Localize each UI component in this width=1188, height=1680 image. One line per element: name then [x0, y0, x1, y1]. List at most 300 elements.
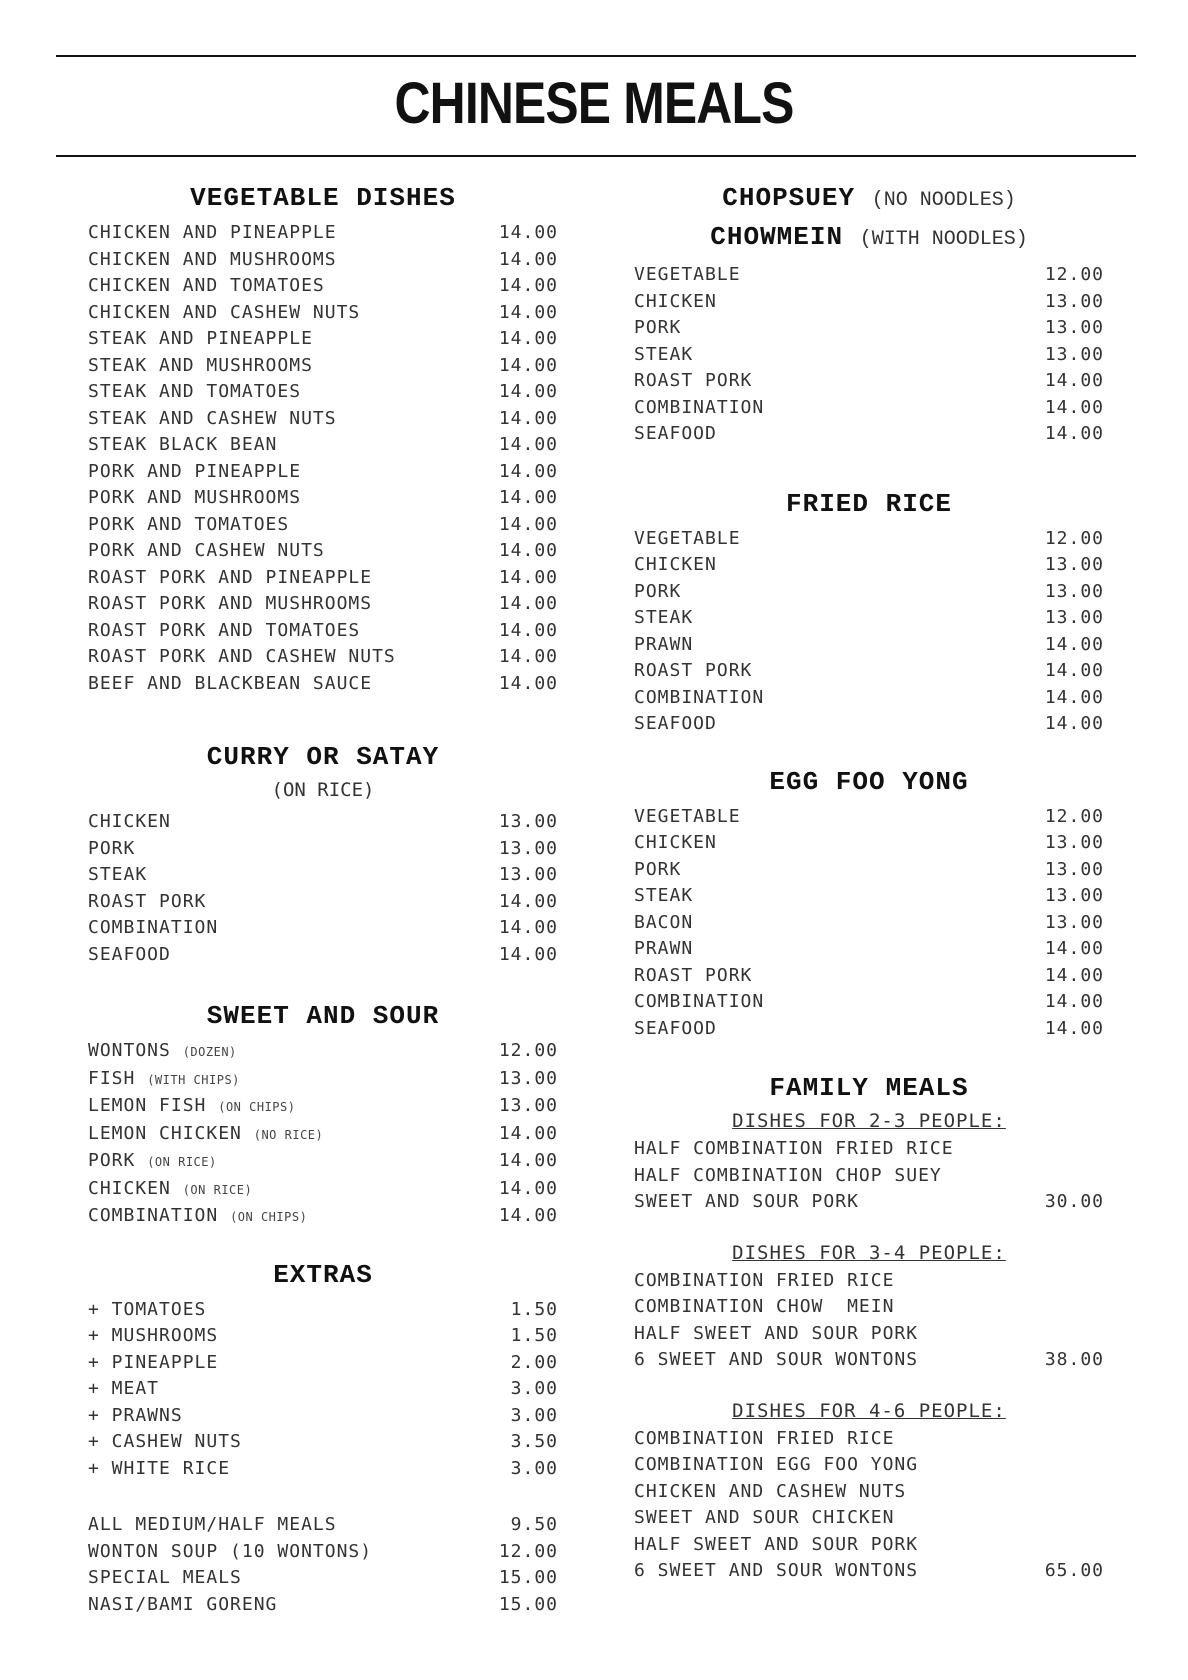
family-group-label: [634, 1396, 1104, 1426]
menu-item-label: [634, 910, 693, 937]
menu-item-price: 14.00: [498, 619, 558, 641]
menu-item-price: 13.00: [1044, 343, 1104, 365]
menu-item-label: [88, 1121, 323, 1149]
family-dish-name: COMBINATION EGG FOO YONG: [634, 1454, 919, 1475]
menu-item-name: COMBINATION: [88, 917, 219, 938]
menu-item-name: SEAFOOD: [634, 713, 717, 734]
menu-item: [88, 247, 558, 274]
family-dish: [634, 1189, 1104, 1216]
menu-item-price: 14.00: [1044, 713, 1104, 734]
menu-item-price: 14.00: [1044, 423, 1104, 444]
menu-item-label: [88, 889, 206, 916]
menu-item-label: [88, 618, 360, 645]
family-meals-heading: FAMILY MEALS: [769, 1073, 969, 1103]
family-dish-name: CHICKEN AND CASHEW NUTS: [634, 1480, 907, 1502]
menu-item-name: CHICKEN: [88, 811, 171, 832]
menu-item: [88, 1429, 558, 1456]
menu-item-price: 14.00: [498, 593, 558, 614]
menu-item-name: STEAK BLACK BEAN: [88, 434, 278, 455]
menu-item-name: SEAFOOD: [88, 943, 171, 965]
menu-item-name: STEAK AND CASHEW NUTS: [88, 407, 337, 429]
menu-item-price: 1.50: [510, 1298, 558, 1320]
menu-item-price: 14.00: [498, 434, 558, 455]
family-dish: [634, 1479, 1104, 1506]
menu-item: [88, 379, 558, 406]
egg-foo-yong-list: [634, 804, 1104, 1043]
menu-item-label: [88, 1539, 372, 1566]
menu-item-label: [88, 1429, 242, 1456]
menu-item-label: [88, 915, 218, 942]
menu-item-note: (WITH CHIPS): [147, 1072, 240, 1087]
menu-item: [88, 1203, 558, 1231]
menu-item-label: [88, 1093, 295, 1121]
menu-item-price: 14.00: [1044, 1017, 1104, 1039]
menu-item: [634, 989, 1104, 1016]
menu-item-label: [88, 671, 372, 698]
family-dish: [634, 1163, 1104, 1190]
family-dish-name: HALF COMBINATION CHOP SUEY: [634, 1164, 942, 1186]
menu-item: [634, 395, 1104, 422]
right-column: [634, 180, 1104, 1585]
menu-item: [88, 915, 558, 942]
menu-item-label: [88, 220, 337, 247]
menu-item-name: ROAST PORK: [88, 890, 207, 912]
menu-item-price: 13.00: [1044, 885, 1104, 906]
menu-item-label: [88, 512, 289, 539]
menu-item: [88, 942, 558, 969]
family-dish: [634, 1294, 1104, 1321]
chowmein-note: (WITH NOODLES): [859, 228, 1028, 251]
menu-item-label: [634, 632, 693, 659]
menu-item-label: [88, 247, 337, 274]
chopsuey-title: CHOPSUEY: [722, 183, 856, 213]
menu-item-label: [634, 579, 681, 606]
menu-item-name: + TOMATOES: [88, 1298, 207, 1320]
menu-item-price: 13.00: [1044, 317, 1104, 338]
menu-item-price: 14.00: [498, 540, 558, 561]
menu-item: [88, 300, 558, 327]
menu-item-label: [634, 605, 693, 632]
menu-item-price: 15.00: [498, 1593, 558, 1615]
menu-item-price: 14.00: [498, 646, 558, 667]
menu-item: [634, 658, 1104, 685]
menu-item-name: STEAK AND MUSHROOMS: [88, 354, 313, 376]
menu-item-name: BEEF AND BLACKBEAN SAUCE: [88, 672, 373, 694]
menu-item-label: [634, 262, 741, 289]
menu-item-price: 13.00: [498, 837, 558, 859]
menu-item: [634, 605, 1104, 632]
menu-item: [88, 1176, 558, 1204]
menu-item-name: SEAFOOD: [634, 1017, 717, 1039]
menu-item-price: 15.00: [498, 1567, 558, 1588]
menu-item-label: [88, 1323, 218, 1350]
menu-item-price: 12.00: [498, 1040, 558, 1061]
menu-item-price: 14.00: [498, 943, 558, 965]
menu-item-label: [634, 342, 693, 369]
menu-item-price: 14.00: [498, 672, 558, 694]
menu-item-price: 3.50: [510, 1431, 558, 1452]
menu-item-name: ROAST PORK AND PINEAPPLE: [88, 566, 373, 588]
menu-item-label: [634, 857, 681, 884]
family-dish-name: 6 SWEET AND SOUR WONTONS: [634, 1560, 919, 1581]
family-dish-name: COMBINATION FRIED RICE: [634, 1269, 895, 1291]
menu-item-name: STEAK: [634, 885, 694, 906]
menu-item-label: [634, 552, 717, 579]
menu-item-price: 13.00: [1044, 911, 1104, 933]
menu-item-name: WONTON SOUP (10 WONTONS): [88, 1540, 373, 1562]
menu-item-name: PORK: [88, 1150, 136, 1171]
menu-item-label: [634, 1016, 717, 1043]
menu-item: [88, 1121, 558, 1149]
family-dish-name: HALF SWEET AND SOUR PORK: [634, 1322, 919, 1344]
menu-item-price: 14.00: [498, 1122, 558, 1144]
family-group-label: [634, 1238, 1104, 1268]
menu-item: [634, 804, 1104, 831]
menu-item-name: CHICKEN AND CASHEW NUTS: [88, 301, 361, 323]
menu-item: [634, 883, 1104, 910]
menu-item: [88, 220, 558, 247]
menu-item: [88, 326, 558, 353]
menu-item-name: STEAK: [88, 864, 148, 885]
menu-item-name: STEAK: [634, 343, 694, 365]
menu-item-label: [88, 538, 325, 565]
chopsuey-list: [634, 262, 1104, 448]
menu-item-name: + PINEAPPLE: [88, 1351, 219, 1373]
menu-item-name: SEAFOOD: [634, 423, 717, 444]
menu-item-label: [634, 421, 717, 448]
menu-item: [88, 1565, 558, 1592]
menu-item-price: 13.00: [498, 811, 558, 832]
menu-item: [88, 538, 558, 565]
menu-item: [634, 963, 1104, 990]
menu-item-name: ROAST PORK AND MUSHROOMS: [88, 593, 373, 614]
menu-item: [88, 618, 558, 645]
menu-item-price: 14.00: [498, 566, 558, 588]
menu-item-label: [634, 883, 693, 910]
menu-item-label: [88, 1592, 277, 1619]
menu-item-label: [88, 1176, 252, 1204]
menu-item-name: ROAST PORK: [634, 370, 753, 391]
menu-item-name: ROAST PORK: [634, 964, 753, 986]
menu-item-name: PORK: [634, 317, 682, 338]
menu-item: [88, 889, 558, 916]
menu-item: [88, 1456, 558, 1483]
family-group: [634, 1238, 1104, 1374]
menu-item: [634, 579, 1104, 606]
menu-item-price: 14.00: [498, 890, 558, 912]
menu-item-price: 14.00: [1044, 991, 1104, 1012]
menu-item: [88, 485, 558, 512]
menu-item-price: 14.00: [1044, 370, 1104, 391]
menu-item-price: 14.00: [1044, 660, 1104, 681]
menu-item-label: [634, 711, 717, 738]
menu-item-label: [88, 1203, 307, 1231]
family-group: [634, 1106, 1104, 1216]
extras-list: [88, 1297, 558, 1483]
menu-item: [88, 353, 558, 380]
chowmein-title: CHOWMEIN: [710, 222, 844, 252]
menu-item: [634, 526, 1104, 553]
menu-item-price: 13.00: [498, 1095, 558, 1116]
menu-item-price: 14.00: [498, 381, 558, 402]
menu-item-price: 14.00: [498, 248, 558, 270]
menu-item-label: [88, 1512, 337, 1539]
chowmein-heading: [634, 219, 1104, 258]
menu-item-price: 14.00: [1044, 938, 1104, 959]
menu-item: [88, 273, 558, 300]
menu-item-name: PRAWN: [634, 938, 694, 959]
menu-item-name: PORK: [88, 837, 136, 859]
menu-item-price: 13.00: [498, 864, 558, 885]
menu-item-name: + WHITE RICE: [88, 1457, 231, 1479]
menu-item-name: CHICKEN AND PINEAPPLE: [88, 222, 337, 243]
menu-item: [88, 1323, 558, 1350]
menu-item: [88, 1350, 558, 1377]
menu-item-label: [634, 368, 752, 395]
menu-item-name: CHICKEN: [634, 554, 717, 575]
family-dish-name: SWEET AND SOUR CHICKEN: [634, 1507, 895, 1528]
chopsuey-heading: [634, 180, 1104, 219]
menu-item-label: [88, 644, 396, 671]
family-dish: [634, 1558, 1104, 1585]
fried-rice-heading: FRIED RICE: [785, 488, 953, 519]
menu-item-name: ROAST PORK AND TOMATOES: [88, 619, 361, 641]
menu-item-price: 14.00: [498, 328, 558, 349]
menu-item-note: (ON RICE): [182, 1182, 253, 1197]
menu-item-label: [634, 685, 764, 712]
menu-item-name: + CASHEW NUTS: [88, 1431, 242, 1452]
menu-item-note: (NO RICE): [253, 1127, 324, 1142]
family-dish: [634, 1136, 1104, 1163]
family-dish: [634, 1505, 1104, 1532]
menu-item: [88, 1066, 558, 1094]
menu-item-name: STEAK AND TOMATOES: [88, 381, 302, 402]
sweet-sour-heading: SWEET AND SOUR: [206, 1001, 440, 1031]
menu-item-price: 13.00: [1044, 554, 1104, 575]
menu-item-price: 3.00: [510, 1378, 558, 1399]
menu-item-price: 14.00: [498, 1177, 558, 1199]
menu-item: [634, 632, 1104, 659]
menu-item: [634, 857, 1104, 884]
menu-item-label: [88, 591, 372, 618]
menu-item-price: 14.00: [498, 513, 558, 535]
menu-item: [634, 315, 1104, 342]
menu-item: [634, 342, 1104, 369]
menu-item-price: 13.00: [1044, 580, 1104, 602]
sweet-sour-list: [88, 1038, 558, 1231]
menu-item-note: (ON RICE): [147, 1155, 217, 1169]
menu-item: [634, 262, 1104, 289]
menu-item-name: VEGETABLE: [634, 527, 741, 549]
menu-item-name: CHICKEN: [634, 832, 717, 853]
menu-item: [634, 552, 1104, 579]
family-group-label-text: DISHES FOR 3-4 PEOPLE:: [732, 1241, 1006, 1264]
family-dish: [634, 1452, 1104, 1479]
menu-item: [634, 936, 1104, 963]
menu-item-label: [88, 379, 301, 406]
menu-item-name: SPECIAL MEALS: [88, 1567, 242, 1588]
menu-item-name: CHICKEN AND MUSHROOMS: [88, 248, 337, 270]
family-group-price: 30.00: [1044, 1191, 1104, 1212]
menu-item-note: (ON CHIPS): [218, 1100, 296, 1114]
menu-item: [88, 1592, 558, 1619]
fried-rice-list: [634, 526, 1104, 738]
menu-item-label: [88, 836, 135, 863]
menu-item-price: 14.00: [498, 354, 558, 376]
menu-item-label: [88, 485, 301, 512]
menu-item-name: VEGETABLE: [634, 264, 741, 285]
menu-item-name: CHICKEN: [88, 1177, 171, 1199]
family-group-label-text: DISHES FOR 4-6 PEOPLE:: [732, 1399, 1006, 1422]
menu-item: [88, 1093, 558, 1121]
menu-item: [88, 836, 558, 863]
menu-item-label: [88, 1066, 240, 1094]
menu-item-label: [88, 353, 313, 380]
menu-item-price: 14.00: [498, 1205, 558, 1226]
title-rule: [56, 155, 1136, 157]
menu-item-price: 12.00: [1044, 264, 1104, 285]
menu-item-note: (ON CHIPS): [230, 1210, 308, 1224]
menu-item-price: 14.00: [1044, 964, 1104, 986]
family-group-price: 38.00: [1044, 1349, 1104, 1370]
menu-item-name: PORK: [634, 858, 682, 880]
menu-item-price: 14.00: [498, 917, 558, 938]
menu-item-label: [88, 1350, 218, 1377]
menu-item-name: FISH: [88, 1067, 136, 1089]
menu-item: [88, 809, 558, 836]
menu-item-name: PORK: [634, 580, 682, 602]
vegetable-heading: VEGETABLE DISHES: [190, 183, 456, 213]
family-group-label: [634, 1106, 1104, 1136]
menu-item: [634, 421, 1104, 448]
menu-item: [634, 830, 1104, 857]
menu-item-note: (DOZEN): [182, 1045, 237, 1059]
menu-item-name: COMBINATION: [634, 686, 765, 708]
menu-item-label: [634, 804, 741, 831]
menu-item: [88, 591, 558, 618]
curry-list: [88, 809, 558, 968]
menu-item-label: [634, 989, 764, 1016]
menu-item-label: [88, 326, 313, 353]
menu-item-price: 2.00: [510, 1351, 558, 1373]
menu-item: [88, 862, 558, 889]
menu-item-name: + MEAT: [88, 1378, 160, 1399]
menu-item-price: 12.00: [1044, 805, 1104, 827]
menu-item-price: 13.00: [1044, 607, 1104, 628]
menu-item-name: VEGETABLE: [634, 805, 741, 827]
family-dish: [634, 1347, 1104, 1374]
menu-item-name: STEAK AND PINEAPPLE: [88, 328, 313, 349]
menu-item-name: ROAST PORK: [634, 660, 753, 681]
menu-item: [88, 644, 558, 671]
menu-item-name: CHICKEN: [634, 290, 717, 312]
menu-item-label: [634, 289, 717, 316]
menu-item-price: 3.00: [510, 1404, 558, 1426]
family-dish-name: COMBINATION CHOW MEIN: [634, 1296, 895, 1317]
menu-item-label: [634, 315, 681, 342]
menu-item-label: [634, 830, 717, 857]
menu-item-name: + MUSHROOMS: [88, 1325, 219, 1346]
family-dish-name: COMBINATION FRIED RICE: [634, 1427, 895, 1449]
menu-item-price: 14.00: [1044, 686, 1104, 708]
menu-item-label: [88, 1403, 183, 1430]
menu-item-name: PRAWN: [634, 633, 694, 655]
menu-item: [88, 1038, 558, 1066]
menu-item-label: [88, 459, 301, 486]
menu-item-label: [634, 963, 752, 990]
menu-item-name: LEMON CHICKEN: [88, 1122, 242, 1144]
menu-item-name: COMBINATION: [634, 396, 765, 418]
menu-item: [634, 910, 1104, 937]
menu-item-price: 14.00: [1044, 633, 1104, 655]
menu-item-label: [88, 1565, 242, 1592]
family-dish: [634, 1321, 1104, 1348]
menu-item-label: [88, 1038, 237, 1066]
family-dish: [634, 1426, 1104, 1453]
curry-note: (ON RICE): [271, 779, 375, 801]
menu-item-name: STEAK: [634, 607, 694, 628]
menu-item-price: 14.00: [498, 407, 558, 429]
menu-item-label: [88, 1456, 230, 1483]
family-dish-name: SWEET AND SOUR PORK: [634, 1191, 859, 1212]
menu-item-label: [634, 395, 764, 422]
menu-item-name: PORK AND PINEAPPLE: [88, 460, 302, 482]
menu-item: [634, 1016, 1104, 1043]
menu-item-name: WONTONS: [88, 1040, 171, 1061]
menu-item-label: [634, 658, 752, 685]
menu-item-name: COMBINATION: [88, 1205, 219, 1226]
menu-item-name: COMBINATION: [634, 991, 765, 1012]
menu-item-label: [88, 942, 171, 969]
menu-item-price: 13.00: [498, 1067, 558, 1089]
menu-item-price: 14.00: [498, 275, 558, 296]
family-group: [634, 1396, 1104, 1585]
menu-item-name: ROAST PORK AND CASHEW NUTS: [88, 646, 396, 667]
menu-item-label: [88, 565, 372, 592]
menu-item-price: 14.00: [1044, 396, 1104, 418]
menu-item: [88, 671, 558, 698]
chopsuey-note: (NO NOODLES): [871, 189, 1016, 212]
family-dish-name: HALF SWEET AND SOUR PORK: [634, 1533, 919, 1555]
family-dish-name: 6 SWEET AND SOUR WONTONS: [634, 1349, 919, 1370]
menu-item-price: 12.00: [1044, 527, 1104, 549]
menu-item-label: [88, 809, 171, 836]
menu-item-price: 13.00: [1044, 858, 1104, 880]
menu-item: [634, 289, 1104, 316]
left-column: [88, 180, 558, 1618]
menu-item-price: 13.00: [1044, 832, 1104, 853]
menu-item: [88, 565, 558, 592]
menu-item-label: [88, 862, 147, 889]
menu-item-price: 1.50: [510, 1325, 558, 1346]
family-meals-groups: [634, 1106, 1104, 1585]
vegetable-list: [88, 220, 558, 697]
menu-item-label: [88, 432, 277, 459]
menu-item-label: [88, 300, 360, 327]
menu-item-price: 13.00: [1044, 290, 1104, 312]
menu-item: [88, 1376, 558, 1403]
egg-foo-yong-heading: EGG FOO YONG: [769, 766, 969, 797]
menu-item-name: BACON: [634, 911, 694, 933]
top-rule: [56, 55, 1136, 57]
menu-item: [634, 368, 1104, 395]
menu-item-label: [88, 1297, 206, 1324]
menu-item: [88, 1148, 558, 1176]
menu-item-price: 3.00: [510, 1457, 558, 1479]
menu-item: [88, 459, 558, 486]
menu-item: [88, 406, 558, 433]
menu-item-name: LEMON FISH: [88, 1095, 207, 1116]
